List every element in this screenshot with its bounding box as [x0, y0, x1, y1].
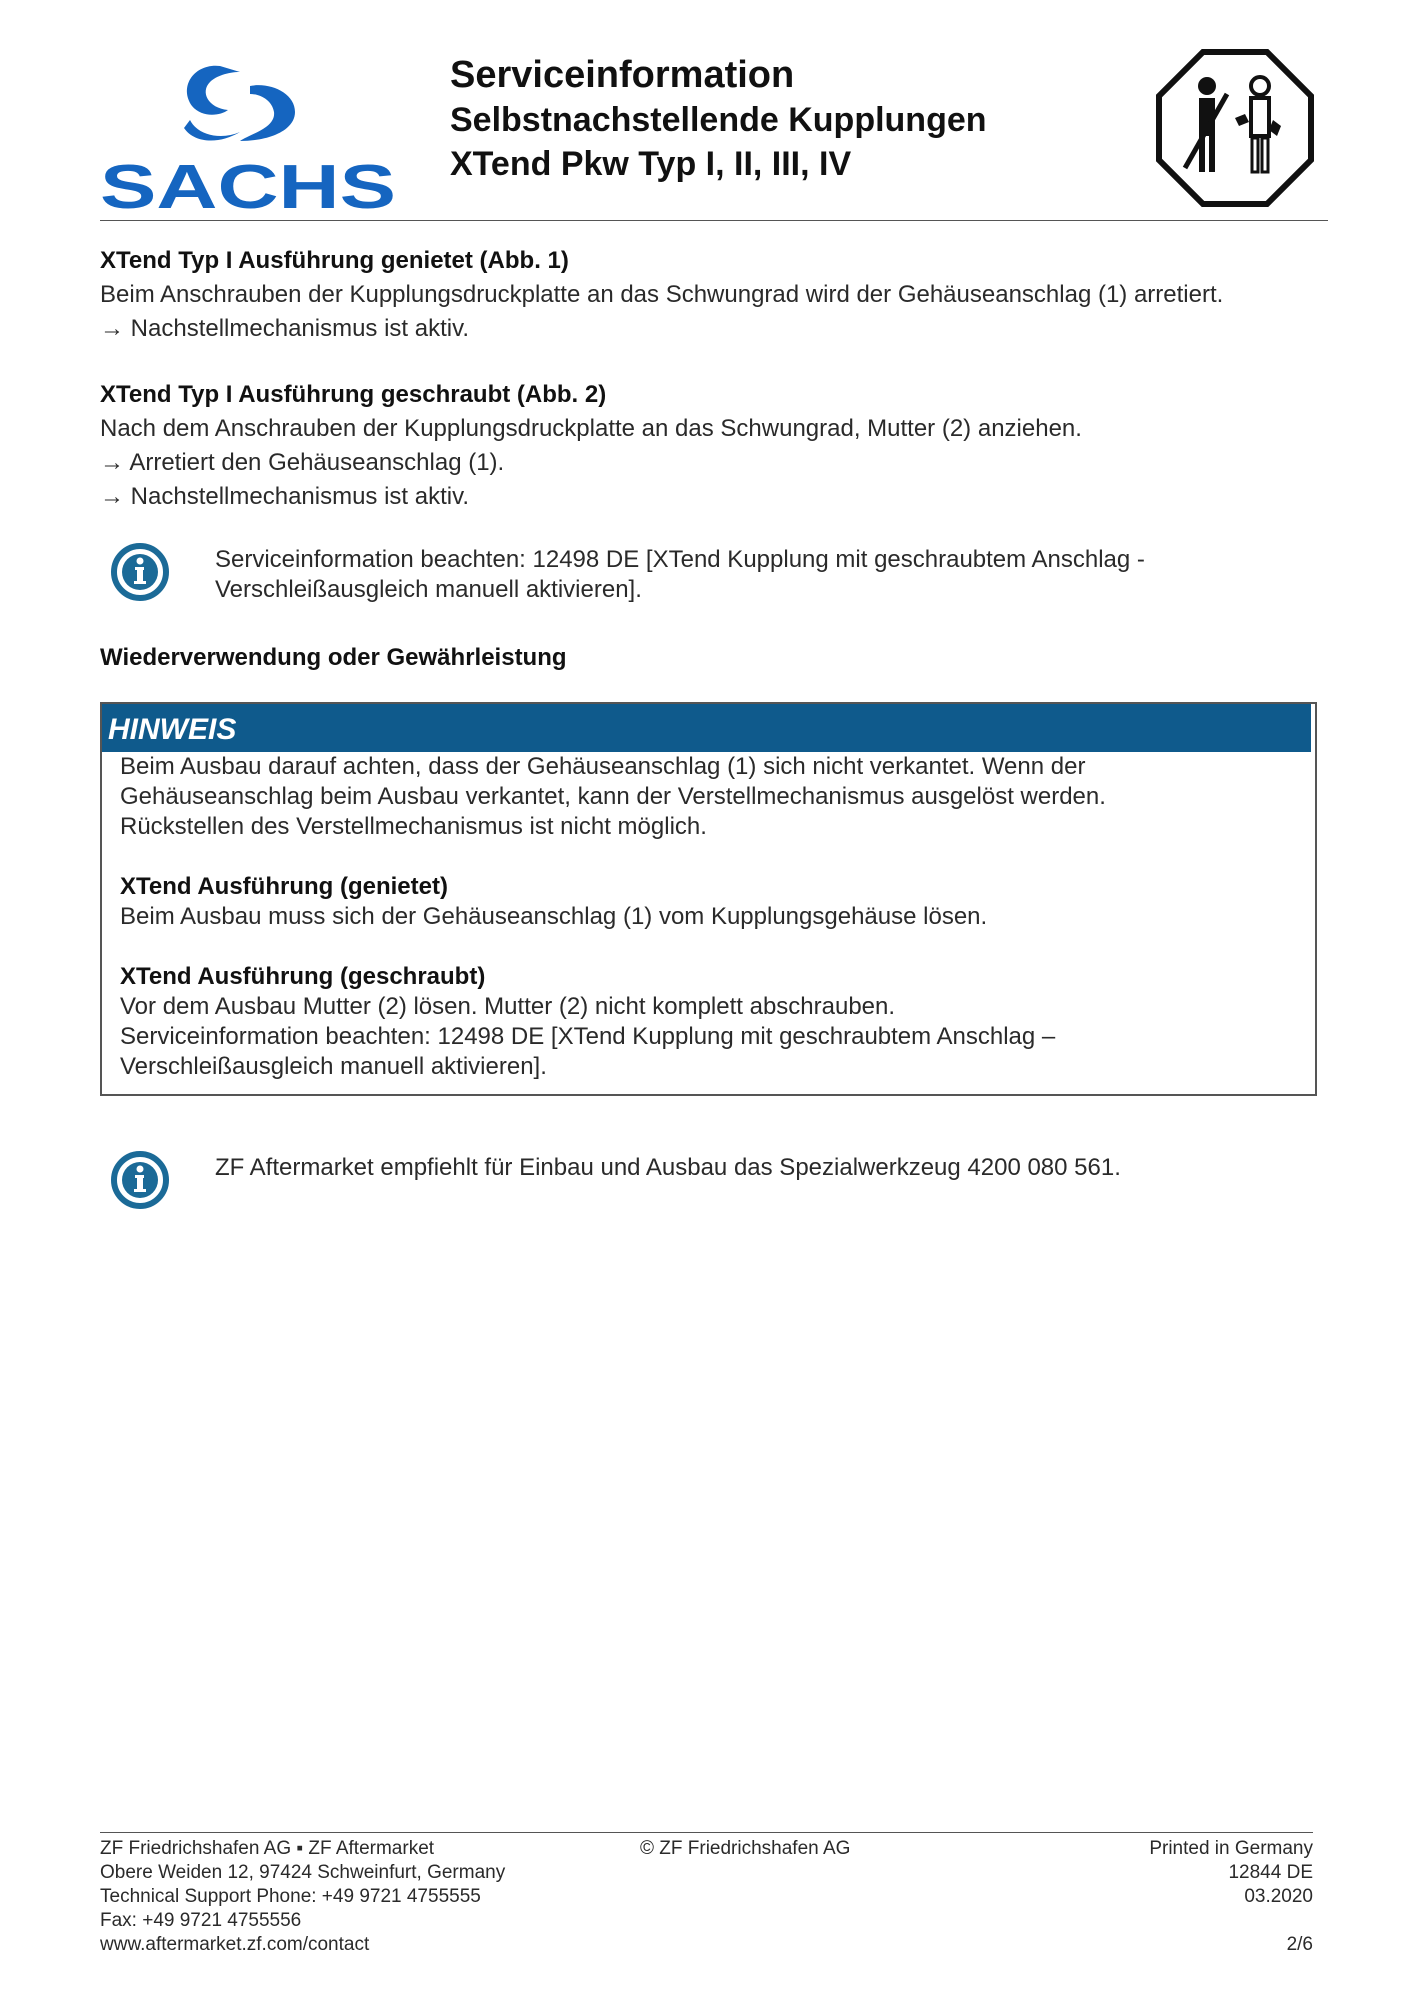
- body-text: → Arretiert den Gehäuseanschlag (1).: [100, 449, 505, 476]
- footer-phone: Technical Support Phone: +49 9721 4755555: [100, 1886, 481, 1907]
- info-note: Serviceinformation beachten: 12498 DE [XTend Kupplung mit geschraubtem Anschlag - Verschleißausgleich manuell aktivieren].: [215, 546, 1145, 603]
- section-title: XTend Typ I Ausführung genietet (Abb. 1): [100, 247, 569, 274]
- body-text: → Nachstellmechanismus ist aktiv.: [100, 315, 469, 342]
- section-title-reuse: Wiederverwendung oder Gewährleistung: [100, 644, 567, 671]
- footer-divider: [100, 1832, 1313, 1833]
- footer-doc-number: 12844 DE: [1228, 1862, 1313, 1883]
- footer-spacer: [1000, 1909, 1313, 1933]
- footer-address: [100, 1837, 505, 1957]
- footer-meta: [1000, 1837, 1313, 1957]
- hinweis-subtitle-genietet: XTend Ausführung (genietet): [120, 873, 448, 900]
- page-subtitle-2: XTend Pkw Typ I, II, III, IV: [450, 145, 852, 183]
- hinweis-text: Serviceinformation beachten: 12498 DE [XTend Kupplung mit geschraubtem Anschlag –: [120, 1023, 1056, 1050]
- page-title: Serviceinformation: [450, 54, 795, 96]
- body-text: Beim Anschrauben der Kupplungsdruckplatte an das Schwungrad wird der Gehäuseanschlag (1) arretiert.: [100, 281, 1224, 308]
- hinweis-header-bar: [102, 704, 1311, 752]
- header-titles: [450, 52, 987, 186]
- hinweis-text: Rückstellen des Verstellmechanismus ist nicht möglich.: [120, 813, 707, 840]
- section-genietet: [100, 244, 1223, 346]
- hinweis-label: HINWEIS: [108, 713, 237, 746]
- info-icon: [110, 1150, 170, 1210]
- footer-website-link[interactable]: www.aftermarket.zf.com/contact: [100, 1934, 370, 1955]
- hinweis-text: Vor dem Ausbau Mutter (2) lösen. Mutter (2) nicht komplett abschrauben.: [120, 993, 896, 1020]
- info-icon: [110, 542, 170, 602]
- footer-street: Obere Weiden 12, 97424 Schweinfurt, Germany: [100, 1862, 506, 1883]
- footer-copyright: © ZF Friedrichshafen AG: [640, 1838, 851, 1859]
- two-person-work-icon: [1155, 48, 1315, 208]
- section-title: XTend Typ I Ausführung geschraubt (Abb. 2): [100, 381, 607, 408]
- hinweis-content: [120, 752, 1106, 1082]
- footer-date: 03.2020: [1244, 1886, 1313, 1907]
- hinweis-text: Beim Ausbau muss sich der Gehäuseanschlag (1) vom Kupplungsgehäuse lösen.: [120, 903, 988, 930]
- body-text: → Nachstellmechanismus ist aktiv.: [100, 483, 469, 510]
- info-note: ZF Aftermarket empfiehlt für Einbau und Ausbau das Spezialwerkzeug 4200 080 561.: [215, 1154, 1121, 1181]
- hinweis-text: Beim Ausbau darauf achten, dass der Gehäuseanschlag (1) sich nicht verkantet. Wenn der: [120, 753, 1086, 780]
- brand-wordmark: SACHS: [100, 153, 396, 218]
- hinweis-text: Verschleißausgleich manuell aktivieren].: [120, 1053, 547, 1080]
- footer-printed: Printed in Germany: [1149, 1838, 1313, 1859]
- section-geschraubt: [100, 378, 1082, 514]
- page-subtitle: Selbstnachstellende Kupplungen: [450, 101, 987, 139]
- footer-page-number: 2/6: [1286, 1934, 1313, 1955]
- hinweis-text: Gehäuseanschlag beim Ausbau verkantet, kann der Verstellmechanismus ausgelöst werden.: [120, 783, 1106, 810]
- footer-fax: Fax: +49 9721 4755556: [100, 1910, 302, 1931]
- hinweis-subtitle-geschraubt: XTend Ausführung (geschraubt): [120, 963, 486, 990]
- sachs-logo: [100, 48, 400, 218]
- body-text: Nach dem Anschrauben der Kupplungsdruckplatte an das Schwungrad, Mutter (2) anziehen.: [100, 415, 1082, 442]
- footer-company: ZF Friedrichshafen AG ▪ ZF Aftermarket: [100, 1838, 435, 1859]
- header-divider: [100, 220, 1328, 221]
